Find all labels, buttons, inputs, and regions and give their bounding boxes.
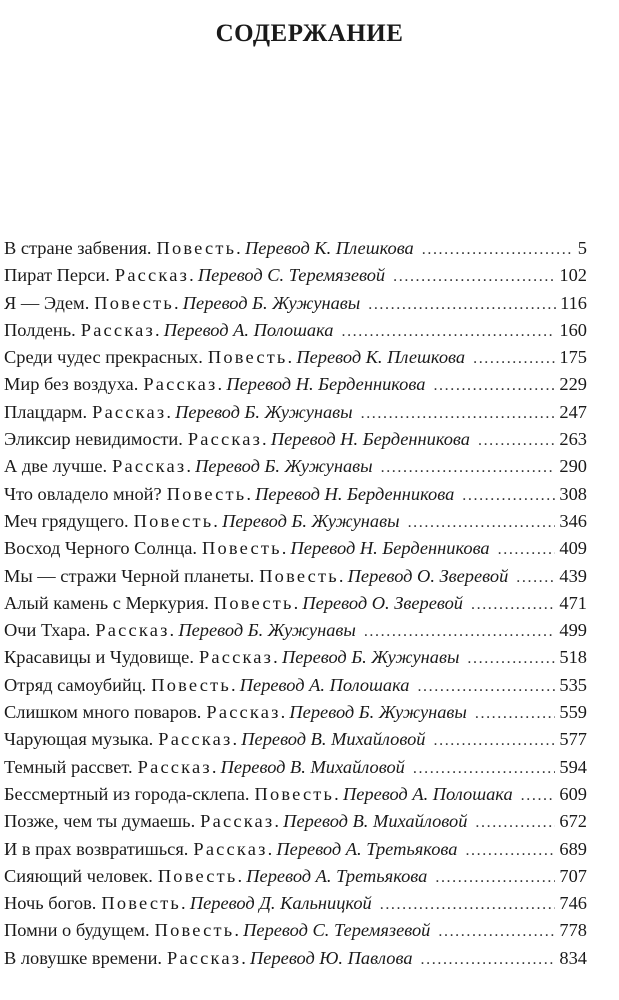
toc-entry-page-number: 689 — [559, 838, 587, 859]
toc-entry — [4, 863, 587, 890]
dot-leader — [380, 890, 556, 918]
dot-leader — [393, 262, 555, 290]
toc-entry-genre: Рассказ. — [95, 620, 177, 641]
toc-entry-translator: Перевод В. Михайловой — [220, 756, 405, 777]
toc-entry-page-number: 707 — [559, 865, 587, 886]
toc-entry-title: Помни о будущем. — [4, 920, 150, 941]
toc-entry-title: Слишком много поваров. — [4, 702, 202, 723]
toc-entry-translator: Перевод А. Полошака — [163, 319, 334, 340]
toc-entry-page-number: 116 — [560, 292, 587, 313]
toc-entry-translator: Перевод А. Полошака — [342, 783, 513, 804]
toc-entry-title: Темный рассвет. — [4, 756, 133, 777]
toc-entry-page-number: 229 — [559, 374, 587, 395]
dot-leader — [434, 726, 556, 754]
toc-entry-page-number: 559 — [559, 702, 587, 723]
toc-entry-genre: Повесть. — [213, 592, 301, 613]
toc-entry — [4, 508, 587, 535]
toc-entry-title: Восход Черного Солнца. — [4, 538, 198, 559]
dot-leader — [462, 481, 555, 509]
dot-leader — [421, 945, 556, 973]
toc-entry-genre: Повесть. — [157, 865, 245, 886]
dot-leader — [498, 535, 556, 563]
toc-entry-translator: Перевод В. Михайловой — [283, 811, 468, 832]
dot-leader — [341, 317, 555, 345]
toc-entry-title: Красавицы и Чудовище. — [4, 647, 194, 668]
toc-entry-title: Среди чудес прекрасных. — [4, 347, 203, 368]
dot-leader — [516, 563, 555, 591]
toc-entry-title: Позже, чем ты думаешь. — [4, 811, 196, 832]
toc-entry — [4, 290, 587, 317]
toc-entry-page-number: 499 — [559, 620, 587, 641]
toc-entry-translator: Перевод К. Плешкова — [296, 347, 466, 368]
toc-entry — [4, 890, 587, 917]
toc-entry-translator: Перевод Н. Берденникова — [226, 374, 426, 395]
toc-entry-translator: Перевод Д. Кальницкой — [189, 893, 372, 914]
toc-entry-page-number: 290 — [559, 456, 587, 477]
page-title: СОДЕРЖАНИЕ — [215, 19, 404, 47]
dot-leader — [435, 863, 555, 891]
toc-entry-genre: Повесть. — [101, 893, 188, 914]
toc-entry — [4, 617, 587, 644]
toc-entry-genre: Рассказ. — [80, 319, 162, 340]
toc-entry-genre: Рассказ. — [198, 647, 280, 668]
toc-entry-genre: Повесть. — [254, 783, 341, 804]
toc-entry-genre: Повесть. — [202, 538, 289, 559]
toc-entry-genre: Повесть. — [207, 347, 295, 368]
toc-entry — [4, 344, 587, 371]
toc-entry-genre: Рассказ. — [206, 702, 288, 723]
toc-entry-translator: Перевод Б. Жужунавы — [178, 620, 356, 641]
toc-entry — [4, 781, 587, 808]
toc-entry-page-number: 834 — [559, 947, 587, 968]
toc-entry-genre: Повесть. — [156, 238, 243, 258]
toc-entry-page-number: 5 — [577, 238, 587, 258]
toc-entry — [4, 317, 587, 344]
toc-entry-translator: Перевод Ю. Павлова — [250, 947, 413, 968]
toc-entry-translator: Перевод Н. Берденникова — [255, 483, 455, 504]
toc-entry-genre: Рассказ. — [92, 401, 174, 422]
toc-entry-title: Мы — стражи Черной планеты. — [4, 565, 255, 586]
toc-entry-title: А две лучше. — [4, 456, 108, 477]
toc-entry-title: Эликсир невидимости. — [4, 429, 183, 450]
toc-entry-translator: Перевод О. Зверевой — [302, 592, 463, 613]
toc-entry-translator: Перевод А. Третьякова — [246, 865, 428, 886]
toc-entry-translator: Перевод А. Третьякова — [276, 838, 458, 859]
toc-entry-page-number: 535 — [559, 674, 587, 695]
toc-entry-title: Пират Перси. — [4, 265, 110, 286]
toc-entry-title: Что овладело мной? — [4, 483, 162, 504]
toc-entry — [4, 426, 587, 453]
toc-entry-genre: Повесть. — [259, 565, 346, 586]
dot-leader — [381, 453, 556, 481]
toc-entry-title: Отряд самоубийц. — [4, 674, 147, 695]
dot-leader — [417, 672, 555, 700]
toc-entry — [4, 262, 587, 289]
toc-entry-translator: Перевод Б. Жужунавы — [222, 510, 400, 531]
toc-entry-page-number: 409 — [559, 538, 587, 559]
toc-entry-title: Меч грядущего. — [4, 510, 129, 531]
toc-entry-translator: Перевод А. Полошака — [239, 674, 410, 695]
toc-entry-page-number: 160 — [559, 319, 587, 340]
dot-leader — [475, 699, 556, 727]
toc-entry-genre: Рассказ. — [114, 265, 196, 286]
toc-entry — [4, 945, 587, 972]
toc-entry-page-number: 778 — [559, 920, 587, 941]
toc-entry-genre: Рассказ. — [112, 456, 194, 477]
dot-leader — [413, 754, 556, 782]
toc-entry-genre: Повесть. — [151, 674, 238, 695]
dot-leader — [475, 808, 555, 836]
toc-entry-translator: Перевод Н. Берденникова — [270, 429, 470, 450]
toc-entry — [4, 644, 587, 671]
toc-entry-page-number: 609 — [559, 783, 587, 804]
toc-entry-translator: Перевод К. Плешкова — [244, 238, 414, 258]
toc-entry — [4, 590, 587, 617]
toc-entry-title: Бессмертный из города-склепа. — [4, 783, 250, 804]
toc-entry — [4, 726, 587, 753]
toc-entry-title: И в прах возвратишься. — [4, 838, 189, 859]
toc-entry-genre: Повесть. — [94, 292, 181, 313]
toc-entry-translator: Перевод О. Зверевой — [347, 565, 509, 586]
dot-leader — [471, 590, 555, 618]
toc-entry — [4, 453, 587, 480]
toc-entry-genre: Рассказ. — [137, 756, 219, 777]
dot-leader — [521, 781, 556, 809]
toc-entry-title: Ночь богов. — [4, 893, 97, 914]
toc-entry — [4, 808, 587, 835]
toc-entry-title: Полдень. — [4, 319, 76, 340]
toc-entry-genre: Рассказ. — [187, 429, 269, 450]
toc-entry-title: Алый камень с Меркурия. — [4, 592, 209, 613]
toc-entry-title: Очи Тхара. — [4, 620, 91, 641]
toc-entry-title: Чарующая музыка. — [4, 729, 154, 750]
toc-entry-genre: Рассказ. — [193, 838, 275, 859]
toc-entry — [4, 235, 587, 262]
toc-entry-genre: Повесть. — [166, 483, 254, 504]
toc-entry — [4, 836, 587, 863]
toc-entry-translator: Перевод Б. Жужунавы — [281, 647, 460, 668]
toc-entry-page-number: 263 — [559, 429, 587, 450]
table-of-contents — [4, 235, 587, 972]
toc-entry-title: В стране забвения. — [4, 238, 152, 258]
toc-entry-genre: Рассказ. — [158, 729, 240, 750]
toc-entry-genre: Рассказ. — [143, 374, 225, 395]
dot-leader — [408, 508, 556, 536]
toc-entry-translator: Перевод С. Теремязевой — [197, 265, 386, 286]
toc-entry-page-number: 577 — [559, 729, 587, 750]
dot-leader — [433, 371, 555, 399]
toc-entry — [4, 754, 587, 781]
toc-entry-page-number: 439 — [559, 565, 587, 586]
toc-entry-genre: Повесть. — [154, 920, 242, 941]
toc-entry-translator: Перевод Б. Жужунавы — [289, 702, 467, 723]
toc-entry — [4, 481, 587, 508]
toc-entry — [4, 699, 587, 726]
toc-entry-title: Мир без воздуха. — [4, 374, 139, 395]
dot-leader — [465, 836, 555, 864]
toc-entry-genre: Повесть. — [133, 510, 221, 531]
toc-entry-translator: Перевод С. Теремязевой — [243, 920, 431, 941]
dot-leader — [478, 426, 555, 454]
toc-entry-page-number: 102 — [559, 265, 587, 286]
toc-entry-translator: Перевод Б. Жужунавы — [175, 401, 353, 422]
toc-entry — [4, 399, 587, 426]
toc-entry-page-number: 518 — [559, 647, 587, 668]
toc-entry-page-number: 175 — [559, 347, 587, 368]
toc-entry-page-number: 346 — [559, 510, 587, 531]
toc-entry-title: Я — Эдем. — [4, 292, 90, 313]
toc-entry-page-number: 672 — [559, 811, 587, 832]
toc-entry — [4, 371, 587, 398]
toc-entry — [4, 672, 587, 699]
dot-leader — [422, 235, 574, 263]
dot-leader — [368, 290, 556, 318]
dot-leader — [364, 617, 556, 645]
toc-entry — [4, 535, 587, 562]
toc-entry-title: Сияющий человек. — [4, 865, 153, 886]
toc-entry — [4, 563, 587, 590]
toc-entry-translator: Перевод Н. Берденникова — [290, 538, 490, 559]
toc-entry-translator: Перевод Б. Жужунавы — [195, 456, 373, 477]
dot-leader — [361, 399, 556, 427]
toc-entry-genre: Рассказ. — [167, 947, 249, 968]
dot-leader — [473, 344, 555, 372]
toc-entry-page-number: 308 — [559, 483, 587, 504]
toc-entry-title: В ловушке времени. — [4, 947, 163, 968]
toc-entry — [4, 917, 587, 944]
toc-entry-genre: Рассказ. — [200, 811, 282, 832]
toc-entry-page-number: 746 — [559, 893, 587, 914]
toc-entry-page-number: 247 — [559, 401, 587, 422]
toc-entry-translator: Перевод Б. Жужунавы — [182, 292, 361, 313]
dot-leader — [467, 644, 555, 672]
dot-leader — [438, 917, 555, 945]
toc-entry-page-number: 471 — [559, 592, 587, 613]
toc-entry-title: Плацдарм. — [4, 401, 88, 422]
toc-entry-page-number: 594 — [559, 756, 587, 777]
toc-entry-translator: Перевод В. Михайловой — [241, 729, 426, 750]
